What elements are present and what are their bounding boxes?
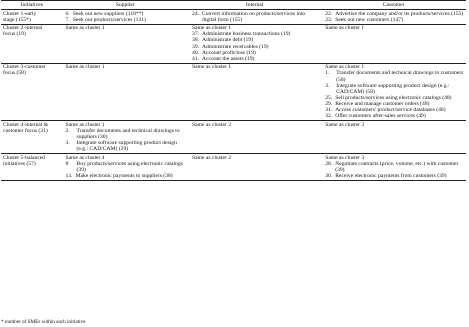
header-row (1, 1, 466, 10)
list-item: 6. Seek out new suppliers (118**) (65, 10, 144, 17)
supplier-cell (63, 154, 188, 181)
list-item: 30. Receive electronic payments from customers (39) (325, 172, 447, 179)
same-as-note: Same as cluster 3 (325, 121, 365, 128)
list-item: 1. Transfer documents and technical drawings to customers (58) (325, 70, 464, 83)
initiative-label: Cluster 4-internal & (3, 121, 49, 128)
initiative-cell (1, 63, 63, 120)
list-item: 28. Negotiate contracts (price, volume, etc.) with customer (39) (325, 160, 459, 173)
internal-cell (188, 10, 321, 25)
list-item: 2. Transfer documents and technical drawings to suppliers (30) (65, 127, 180, 140)
initiative-label: initiatives (57) (3, 160, 36, 167)
initiative-label: focus (19) (3, 31, 26, 38)
supplier-cell (63, 24, 188, 63)
header-initiatives: Initiatives (1, 1, 63, 10)
initiative-cell (1, 24, 63, 63)
same-as-note: Same as cluster 1 (65, 121, 105, 128)
list-item: 32. Offer customers after-sales services (49) (325, 113, 426, 120)
internal-cell (188, 154, 321, 181)
list-item: 41. Account the assets (19) (192, 55, 255, 62)
list-item: 37. Administrate business transactions (19) (192, 31, 291, 38)
table-row (1, 63, 466, 120)
same-as-note: Same as cluster 4 (65, 154, 105, 161)
list-item: 40. Account profit/loss (19) (192, 49, 256, 56)
internal-cell (188, 121, 321, 154)
initiative-label: Cluster 3-customer (3, 64, 46, 71)
same-as-note: Same as cluster 1 (65, 25, 105, 32)
list-item: 38. Administrate debt (19) (192, 37, 253, 44)
header-internal: Internal (188, 1, 321, 10)
customer-cell (321, 154, 466, 181)
initiative-label: focus (58) (3, 70, 26, 77)
header-supplier: Supplier (63, 1, 188, 10)
initiative-label: customer focus (31) (3, 127, 48, 134)
initiative-cell (1, 121, 63, 154)
internal-cell (188, 24, 321, 63)
supplier-cell (63, 121, 188, 154)
list-item: 24. Convert information on products/services into digital form (155) (192, 10, 306, 23)
list-item: 8 Buy products/services using electronic catalogs (39) (65, 160, 183, 173)
supplier-cell (63, 10, 188, 25)
header-customer: Customer (321, 1, 466, 10)
initiatives-table (1, 0, 466, 181)
table-row (1, 121, 466, 154)
table-row (1, 24, 466, 63)
customer-cell (321, 10, 466, 25)
list-item: 13. Make electronic payments to suppliers (38) (65, 172, 173, 179)
list-item: 7. Seek out products/services (121) (65, 16, 146, 23)
customer-cell (321, 121, 466, 154)
same-as-note: Same as cluster 3 (325, 154, 365, 161)
same-as-note: Same as cluster 1 (325, 64, 365, 71)
list-item: 23. Seek out new customers (147) (325, 16, 403, 23)
table-row (1, 10, 466, 25)
list-item: 31. Access customers' product/service databases (48) (325, 107, 446, 113)
list-item: 25. Sell products/services using electronic catalogs (48) (325, 94, 452, 101)
initiative-cell (1, 154, 63, 181)
initiative-cell (1, 10, 63, 25)
initiative-label: Cluster 1-early (3, 10, 37, 17)
internal-cell (188, 63, 321, 120)
same-as-note: Same as cluster 2 (192, 121, 232, 128)
list-item: 3. Integrate software supporting product design (e.g.: CAD/CAM) (29) (65, 139, 177, 153)
list-item: 3. Integrate software supporting product design (e.g.: CAD/CAM) (58) (325, 82, 450, 95)
table-footnote: * number of SMEs within each initiative (1, 319, 86, 325)
same-as-note: Same as cluster 2 (192, 154, 232, 161)
list-item: 39. Administrate receivables (19) (192, 43, 269, 50)
same-as-note: Same as cluster 1 (192, 64, 232, 71)
initiative-label: Cluster 5-balanced (3, 154, 46, 161)
same-as-note: Same as cluster 1 (192, 25, 232, 32)
same-as-note: Same as cluster 1 (325, 25, 365, 32)
supplier-cell (63, 63, 188, 120)
list-item: 22. Advertise the company and/or its products/services (155) (325, 10, 464, 17)
customer-cell (321, 24, 466, 63)
initiative-label: stage (155*) (3, 16, 31, 23)
same-as-note: Same as cluster 1 (65, 64, 105, 71)
customer-cell (321, 63, 466, 120)
list-item: 29. Receive and manage customer orders (48) (325, 100, 430, 107)
initiative-label: Cluster 2-internal (3, 25, 43, 32)
table-row (1, 154, 466, 181)
